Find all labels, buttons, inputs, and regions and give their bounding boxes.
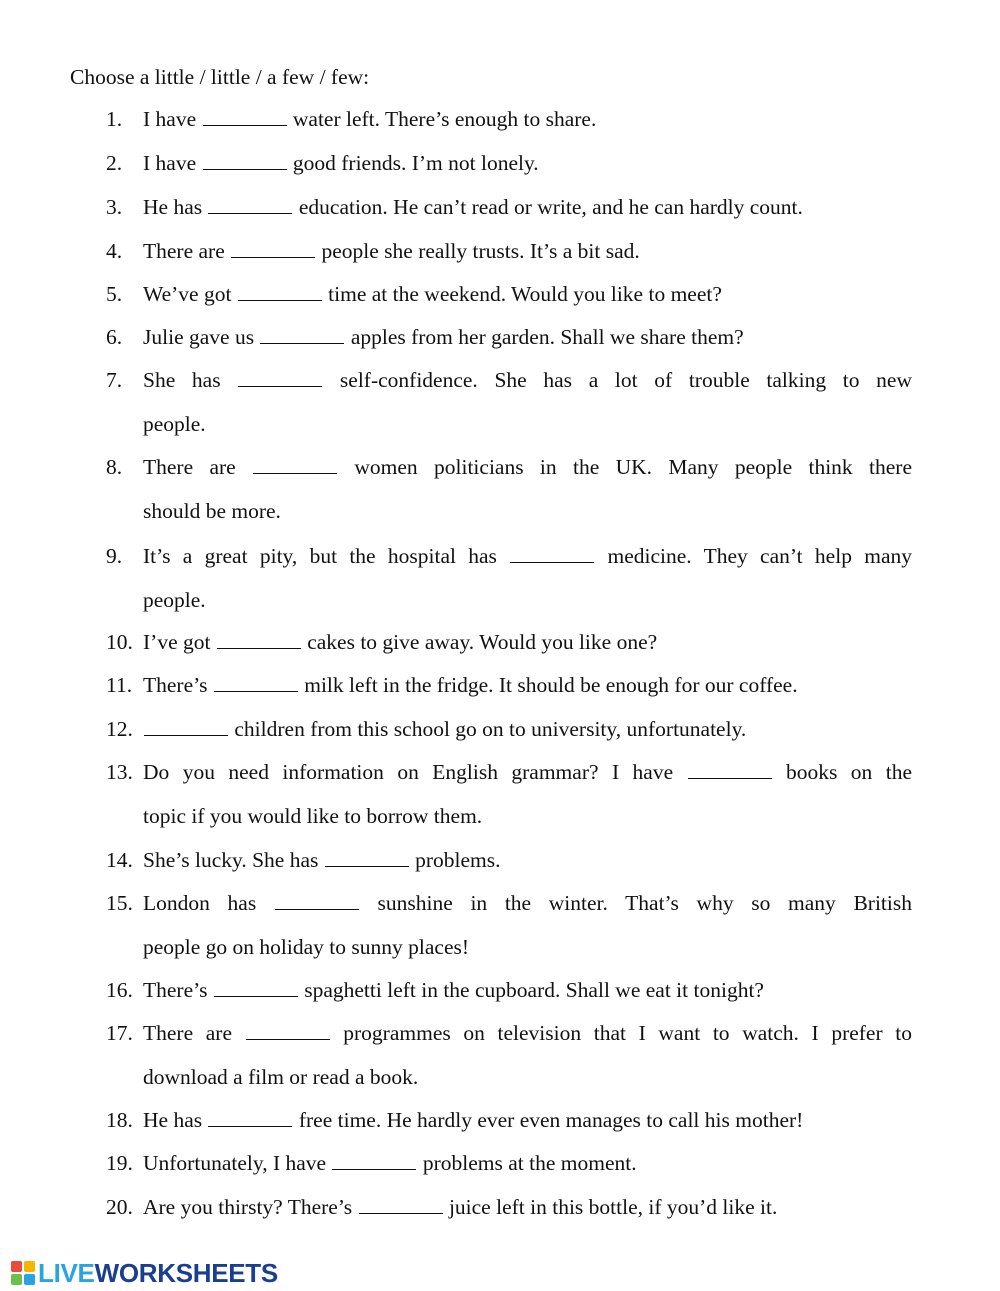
liveworksheets-logo-icon [10,1260,36,1286]
question-10 [106,620,912,664]
question-number: 7. [106,368,123,392]
question-20 [106,1185,912,1229]
question-text-end: free time. He hardly ever even manages to call his mother! [293,1108,804,1132]
question-text-end: people she really trusts. It’s a bit sad. [316,239,640,263]
question-text-start: I have [143,107,202,131]
question-text-end: programmes on television that I want to watch. I prefer to [330,1021,912,1045]
answer-blank-12[interactable] [144,717,228,736]
answer-blank-10[interactable] [217,630,301,649]
question-number: 16. [106,978,133,1002]
instruction-heading: Choose a little / little / a few / few: [70,65,370,89]
question-text-start: She’s lucky. She has [143,848,324,872]
question-14 [106,838,912,882]
question-text-end: education. He can’t read or write, and he can hardly count. [293,195,803,219]
question-12 [106,707,912,751]
question-number: 17. [106,1021,133,1045]
question-text-start: He has [143,1108,208,1132]
question-text-end: good friends. I’m not lonely. [287,151,539,175]
answer-blank-5[interactable] [238,282,322,301]
answer-blank-20[interactable] [359,1195,443,1214]
answer-blank-14[interactable] [325,848,409,867]
question-number: 12. [106,717,133,741]
question-4 [106,229,912,273]
question-text-end: juice left in this bottle, if you’d like it. [443,1195,778,1219]
logo-text-live: LIVE [38,1258,95,1288]
question-number: 15. [106,891,133,915]
answer-blank-19[interactable] [332,1151,416,1170]
question-9 [106,534,912,622]
question-text-end: apples from her garden. Shall we share them? [345,325,744,349]
question-16 [106,968,912,1012]
answer-blank-2[interactable] [203,151,287,170]
question-number: 10. [106,630,133,654]
question-number: 3. [106,195,123,219]
question-text-end: time at the weekend. Would you like to meet? [322,282,722,306]
question-text-start: Do you need information on English grammar? I have [143,760,687,784]
question-11 [106,663,912,707]
answer-blank-6[interactable] [260,325,344,344]
answer-blank-16[interactable] [214,978,298,997]
question-text-continuation: people go on holiday to sunny places! [143,935,470,959]
question-text-start: It’s a great pity, but the hospital has [143,544,510,568]
question-6 [106,315,912,359]
question-number: 14. [106,848,133,872]
answer-blank-15[interactable] [275,891,359,910]
question-text-end: milk left in the fridge. It should be enough for our coffee. [298,673,798,697]
question-text-start: I’ve got [143,630,216,654]
question-text-start: London has [143,891,274,915]
question-number: 13. [106,760,133,784]
question-text-start: Julie gave us [143,325,260,349]
question-text-continuation: topic if you would like to borrow them. [143,804,483,828]
question-number: 1. [106,107,123,131]
question-17 [106,1011,912,1099]
question-2 [106,141,912,185]
question-text-start: There are [143,455,253,479]
answer-blank-1[interactable] [203,107,287,126]
question-text-end: spaghetti left in the cupboard. Shall we eat it tonight? [298,978,764,1002]
question-text-end: books on the [772,760,912,784]
question-number: 19. [106,1151,133,1175]
question-text-end: women politicians in the UK. Many people think there [338,455,912,479]
question-19 [106,1141,912,1185]
question-text-start: Unfortunately, I have [143,1151,332,1175]
answer-blank-7[interactable] [238,368,322,387]
question-text-end: problems at the moment. [417,1151,637,1175]
question-15 [106,881,912,969]
answer-blank-9[interactable] [510,544,594,563]
question-5 [106,272,912,316]
question-text-continuation: download a film or read a book. [143,1065,419,1089]
question-number: 4. [106,239,123,263]
question-text-end: medicine. They can’t help many [595,544,912,568]
answer-blank-18[interactable] [208,1108,292,1127]
question-number: 11. [106,673,133,697]
question-text-start: She has [143,368,238,392]
question-number: 9. [106,544,123,568]
question-text-start: He has [143,195,208,219]
question-number: 18. [106,1108,133,1132]
question-text-end: self-confidence. She has a lot of trouble talking to new [323,368,912,392]
question-1 [106,97,912,141]
question-text-start: There are [143,1021,245,1045]
question-text-start: I have [143,151,202,175]
question-text-start: There’s [143,673,213,697]
question-number: 8. [106,455,123,479]
answer-blank-13[interactable] [688,760,772,779]
answer-blank-3[interactable] [208,195,292,214]
question-8 [106,445,912,533]
liveworksheets-logo-text [38,1258,278,1288]
question-text-end: water left. There’s enough to share. [287,107,597,131]
question-text-start: There’s [143,978,213,1002]
answer-blank-17[interactable] [246,1021,330,1040]
question-number: 20. [106,1195,133,1219]
question-text-continuation: people. [143,412,206,436]
answer-blank-8[interactable] [253,455,337,474]
liveworksheets-footer[interactable] [10,1256,278,1290]
answer-blank-4[interactable] [231,239,315,258]
question-7 [106,358,912,446]
logo-text-worksheets: WORKSHEETS [94,1258,278,1288]
question-text-end: problems. [409,848,501,872]
question-text-continuation: should be more. [143,499,281,523]
question-text-end: cakes to give away. Would you like one? [301,630,658,654]
question-18 [106,1098,912,1142]
question-text-start: There are [143,239,231,263]
question-13 [106,750,912,838]
question-3 [106,185,912,229]
question-text-end: sunshine in the winter. That’s why so many British [359,891,912,915]
question-text-continuation: people. [143,588,206,612]
question-text-start: We’ve got [143,282,237,306]
question-number: 6. [106,325,123,349]
question-text-end: children from this school go on to university, unfortunately. [229,717,747,741]
question-text-start: Are you thirsty? There’s [143,1195,358,1219]
question-number: 5. [106,282,123,306]
question-number: 2. [106,151,123,175]
answer-blank-11[interactable] [214,673,298,692]
